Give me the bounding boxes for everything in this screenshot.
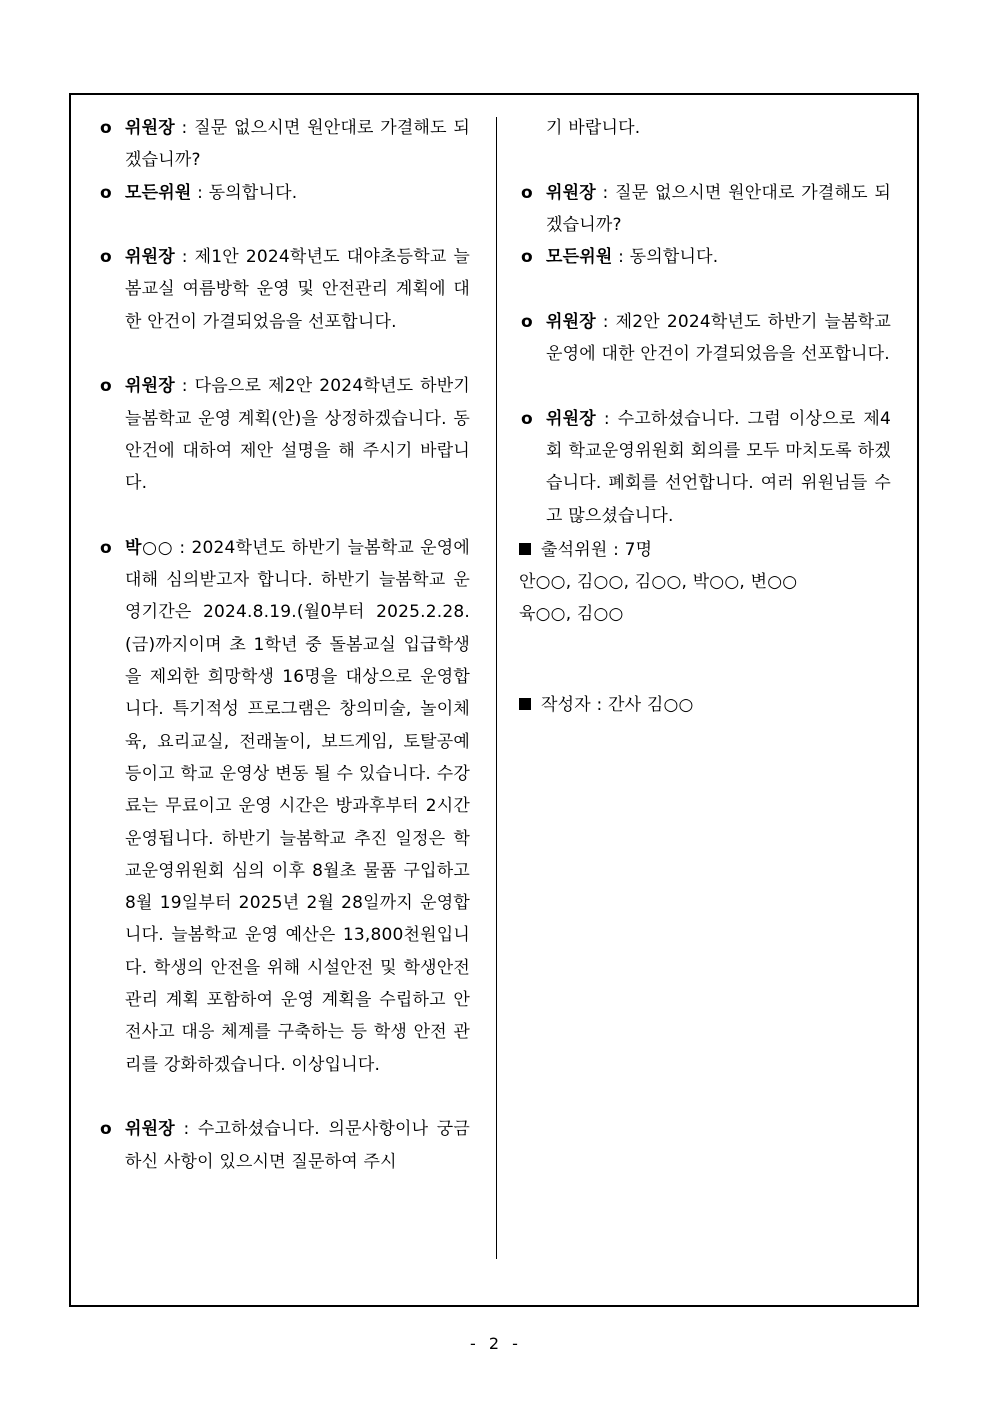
- speech-text: : 동의합니다.: [612, 247, 719, 268]
- bullet-icon: o: [100, 537, 112, 558]
- speech-text: : 수고하셨습니다. 의문사항이나 궁금하신 사항이 있으시면 질문하여 주시: [125, 1119, 470, 1172]
- attendance-label: 출석위원 : 7명: [541, 539, 653, 560]
- speech-text: : 다음으로 제2안 2024학년도 하반기 늘봄학교 운영 계획(안)을 상정하겠습니다. 동 안건에 대하여 제안 설명을 해 주시기 바랍니다.: [125, 376, 470, 494]
- bullet-icon: o: [100, 376, 112, 397]
- minutes-entry: [98, 532, 470, 1081]
- speaker-name: 모든위원: [546, 247, 613, 268]
- continuation-text: 기 바랍니다.: [546, 118, 641, 138]
- bullet-icon: o: [521, 247, 533, 268]
- speaker-name: 위원장: [125, 376, 175, 397]
- minutes-entry: [98, 177, 470, 209]
- speaker-name: 위원장: [546, 182, 596, 203]
- speech-text: : 질문 없으시면 원안대로 가결해도 되겠습니까?: [125, 118, 470, 171]
- column-divider: [496, 117, 497, 1259]
- speech-text: : 제1안 2024학년도 대야초등학교 늘봄교실 여름방학 운영 및 안전관리 계획에 대한 안건이 가결되었음을 선포합니다.: [125, 247, 470, 332]
- speaker-name: 위원장: [125, 1119, 175, 1140]
- minutes-entry: [519, 241, 891, 273]
- minutes-entry: [98, 1113, 470, 1178]
- bullet-icon: o: [100, 118, 112, 138]
- minutes-entry: [98, 241, 470, 338]
- speech-text: : 동의합니다.: [191, 182, 298, 203]
- speaker-name: 모든위원: [125, 182, 192, 203]
- attendance-heading: [519, 534, 891, 566]
- square-bullet-icon: [519, 543, 531, 555]
- bullet-icon: o: [100, 247, 112, 268]
- minutes-entry: [98, 370, 470, 499]
- speech-text: : 제2안 2024학년도 하반기 늘봄학교 운영에 대한 안건이 가결되었음을 선포합니다.: [546, 311, 891, 365]
- square-bullet-icon: [519, 698, 531, 710]
- minutes-entry: [519, 306, 891, 371]
- attendance-names: 육○○, 김○○: [519, 604, 624, 625]
- left-column: [98, 112, 470, 1178]
- attendance-section: [519, 534, 891, 631]
- speaker-name: 박○○: [125, 537, 174, 558]
- speaker-name: 위원장: [125, 118, 175, 138]
- speaker-name: 위원장: [546, 311, 596, 332]
- speech-text: : 수고하셨습니다. 그럼 이상으로 제4회 학교운영위원회 회의를 모두 마치도록 하겠습니다. 폐회를 선언합니다. 여러 위원님들 수고 많으셨습니다.: [546, 408, 891, 526]
- page-number: - 2 -: [470, 1334, 522, 1353]
- right-column: [519, 112, 891, 721]
- attendance-names: 안○○, 김○○, 김○○, 박○○, 변○○: [519, 572, 798, 593]
- speaker-name: 위원장: [125, 247, 175, 268]
- speech-text: : 2024학년도 하반기 늘봄학교 운영에 대해 심의받고자 합니다. 하반기 늘봄학교 운영기간은 2024.8.19.(월0부터 2025.2.28.(금)까지이며 초 1학년 중 돌봄교실 입급학생을 제외한 희망학생 16명을 대상으로 운영합니다. 특기적성 프로그램은 창의미술, 놀이체육, 요리교실, 전래놀이, 보드게임, 토탈공예 등이고 학교 운영상 변동 될 수 있습니다. 수강료는 무료이고 운영 시간은 방과후부터 2시간 운영됩니다. 하반기 늘봄학교 추진 일정은 학교운영위원회 심의 이후 8월초 물품 구입하고 8월 19일부터 2025년 2월 28일까지 운영합니다. 늘봄학교 운영 예산은 13,800천원입니다. 학생의 안전을 위해 시설안전 및 학생안전 관리 계획 포함하여 운영 계획을 수립하고 안전사고 대응 체계를 구축하는 등 학생 안전 관리를 강화하겠습니다. 이상입니다.: [125, 537, 470, 1075]
- bullet-icon: o: [521, 311, 533, 332]
- minutes-entry: [519, 403, 891, 532]
- bullet-icon: o: [521, 408, 533, 429]
- speaker-name: 위원장: [546, 408, 596, 429]
- minutes-entry: [98, 112, 470, 177]
- bullet-icon: o: [100, 182, 112, 203]
- bullet-icon: o: [100, 1119, 112, 1140]
- author-section: [519, 689, 891, 721]
- minutes-entry: [519, 177, 891, 242]
- bullet-icon: o: [521, 182, 533, 203]
- speech-text: : 질문 없으시면 원안대로 가결해도 되겠습니까?: [546, 182, 891, 235]
- author-label: 작성자 : 간사 김○○: [541, 695, 694, 716]
